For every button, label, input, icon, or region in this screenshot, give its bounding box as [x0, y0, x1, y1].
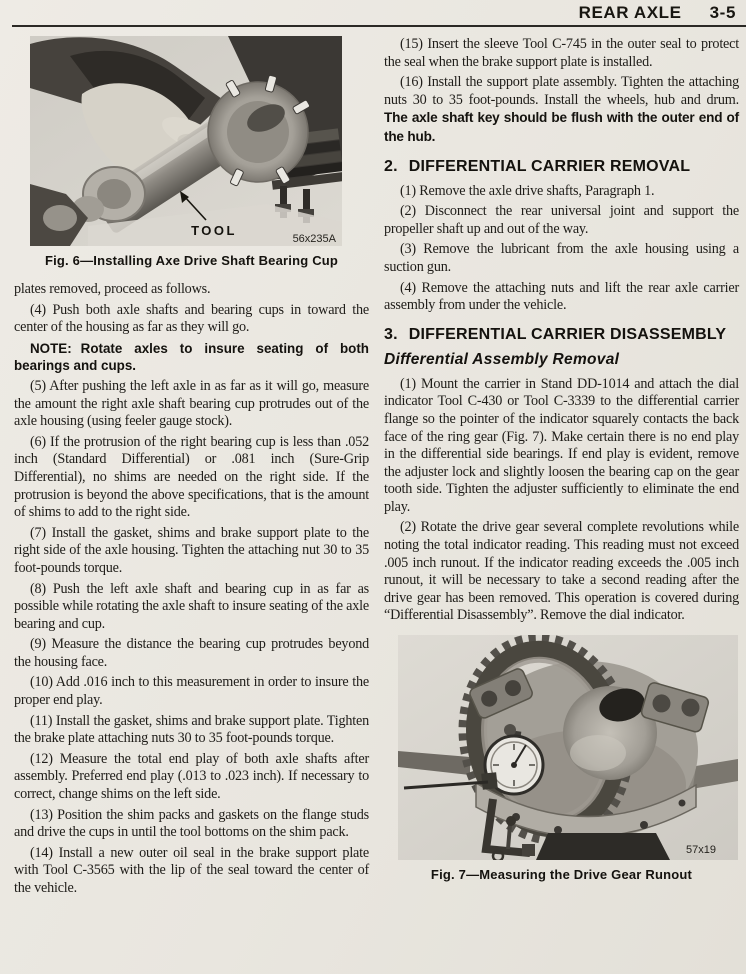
paragraph-16-bold-text: The axle shaft key should be flush with the outer end of the hub. [384, 110, 739, 144]
section-2-heading [384, 158, 739, 176]
section-3-paragraph-1: (1) Mount the carrier in Stand DD-1014 and attach the dial indicator Tool C-430 or Tool C-3339 to the differential carrier flange so the pointer of the indicator squarely contacts the back face of the ring gear (Fig. 7). Make certain there is no end play in the differential side bearings. If end play is evident, remove the adjuster lock and slightly loosen the bearing cap on the gear tooth side. Tighten the adjuster sufficiently to eliminate the end play. [384, 375, 739, 515]
figure-7-caption: Fig. 7—Measuring the Drive Gear Runout [430, 867, 693, 883]
page-title: REAR AXLE [578, 3, 682, 22]
note-label: NOTE: [30, 340, 72, 356]
paragraph-14: (14) Install a new outer oil seal in the brake support plate with Tool C-3565 with the lip of the seal toward the center of the vehicle. [14, 844, 369, 896]
section-2-title: DIFFERENTIAL CARRIER REMOVAL [408, 157, 691, 175]
paragraph-12: (12) Measure the total end play of both axle shafts after assembly. Preferred end play (.013 to .023 inch). If necessary to correct, change shims on the left side. [14, 750, 369, 803]
figure-6-caption: Fig. 6—Installing Axe Drive Shaft Bearing Cup [44, 253, 339, 268]
section-2-paragraph-3: (3) Remove the lubricant from the axle housing using a suction gun. [384, 241, 739, 275]
paragraph-10: (10) Add .016 inch to this measurement in order to insure the proper end play. [14, 674, 369, 709]
paragraph-16 [384, 74, 739, 146]
dial-indicator-hub-shape [511, 762, 517, 768]
figure-6-photo-code: 56x235A [292, 233, 336, 245]
section-2-paragraph-2: (2) Disconnect the rear universal joint and support the propeller shaft up and out of the way. [384, 203, 739, 237]
section-2-number: 2. [384, 157, 398, 175]
figure-7-photo-code: 57x19 [686, 844, 716, 857]
section-3-subheading: Differential Assembly Removal [384, 350, 620, 368]
section-3-title: DIFFERENTIAL CARRIER DISASSEMBLY [408, 325, 727, 343]
figure-7 [384, 635, 739, 882]
left-column [14, 30, 369, 901]
case-highlight-shape [570, 735, 626, 771]
paragraph-8: (8) Push the left axle shaft and bearing cup in as far as possible while rotating the axle shaft to insure seating of the axle bearing and cup. [14, 580, 369, 632]
section-3-number: 3. [384, 325, 398, 343]
note-paragraph [14, 340, 369, 375]
paragraph-9: (9) Measure the distance the bearing cup protrudes beyond the housing face. [14, 636, 369, 670]
page-header [579, 3, 736, 23]
paragraph-4: (4) Push both axle shafts and bearing cups in toward the center of the housing as far as they will go. [14, 301, 369, 336]
paragraph-7: (7) Install the gasket, shims and brake support plate to the right side of the axle housing. Tighten the attaching nut 30 to 35 foot-pounds torque. [14, 524, 369, 576]
drive-gear-runout-photo-illustration [398, 635, 738, 860]
section-3-paragraph-2: (2) Rotate the drive gear several complete revolutions while noting the total indicator reading. This reading must not exceed .005 inch runout. If the indicator reading exceeds the .005 inch runout, it will be necessary to take a second reading after the drive gear has been removed. This operation is covered during “Differential Disassembly”. Remove the dial indicator. [384, 519, 739, 624]
note-text: Rotate axles to insure seating of both bearings and cups. [14, 340, 369, 374]
page-number: 3-5 [709, 3, 736, 22]
section-3-heading [384, 326, 739, 344]
section-2-paragraph-1: (1) Remove the axle drive shafts, Paragraph 1. [400, 182, 655, 199]
dial-indicator-knob-shape [504, 724, 516, 736]
paragraph-13: (13) Position the shim packs and gaskets on the flange studs and drive the cups in until the tool bottoms on the shim pack. [14, 806, 369, 841]
header-rule [12, 25, 746, 27]
paragraph-16-text: (16) Install the support plate assembly. Tighten the attaching nuts 30 to 35 foot-pounds. Install the wheels, hub and drum. [384, 74, 739, 108]
figure-6-photo [30, 36, 342, 246]
figure-7-photo [398, 635, 738, 860]
axle-bearing-cup-photo-illustration [30, 36, 342, 246]
right-column [384, 30, 739, 882]
stand-pedestal-shape [536, 833, 670, 860]
yoke-knob-shape [43, 205, 77, 231]
section-2-paragraph-4: (4) Remove the attaching nuts and lift the rear axle carrier assembly from under the vehicle. [384, 279, 739, 314]
tool-callout-label: TOOL [191, 223, 237, 238]
paragraph-5: (5) After pushing the left axle in as far as it will go, measure the amount the right axle shaft bearing cup protrudes out of the axle housing (using feeler gauge stock). [14, 377, 369, 430]
paragraph-intro: plates removed, proceed as follows. [14, 281, 211, 297]
paragraph-6: (6) If the protrusion of the right bearing cup is less than .052 inch (Standard Differential) or .081 inch (Sure-Grip Differential), no shims are needed on the right side. If the protrusion is beyond the above specifications, that is the amount of shims to add to the right side. [14, 433, 369, 521]
figure-6 [14, 36, 369, 268]
paragraph-11: (11) Install the gasket, shims and brake support plate. Tighten the brake plate attaching nuts 30 to 35 foot-pounds torque. [14, 712, 369, 747]
paragraph-15: (15) Insert the sleeve Tool C-745 in the outer seal to protect the seal when the brake support plate is installed. [384, 36, 739, 70]
